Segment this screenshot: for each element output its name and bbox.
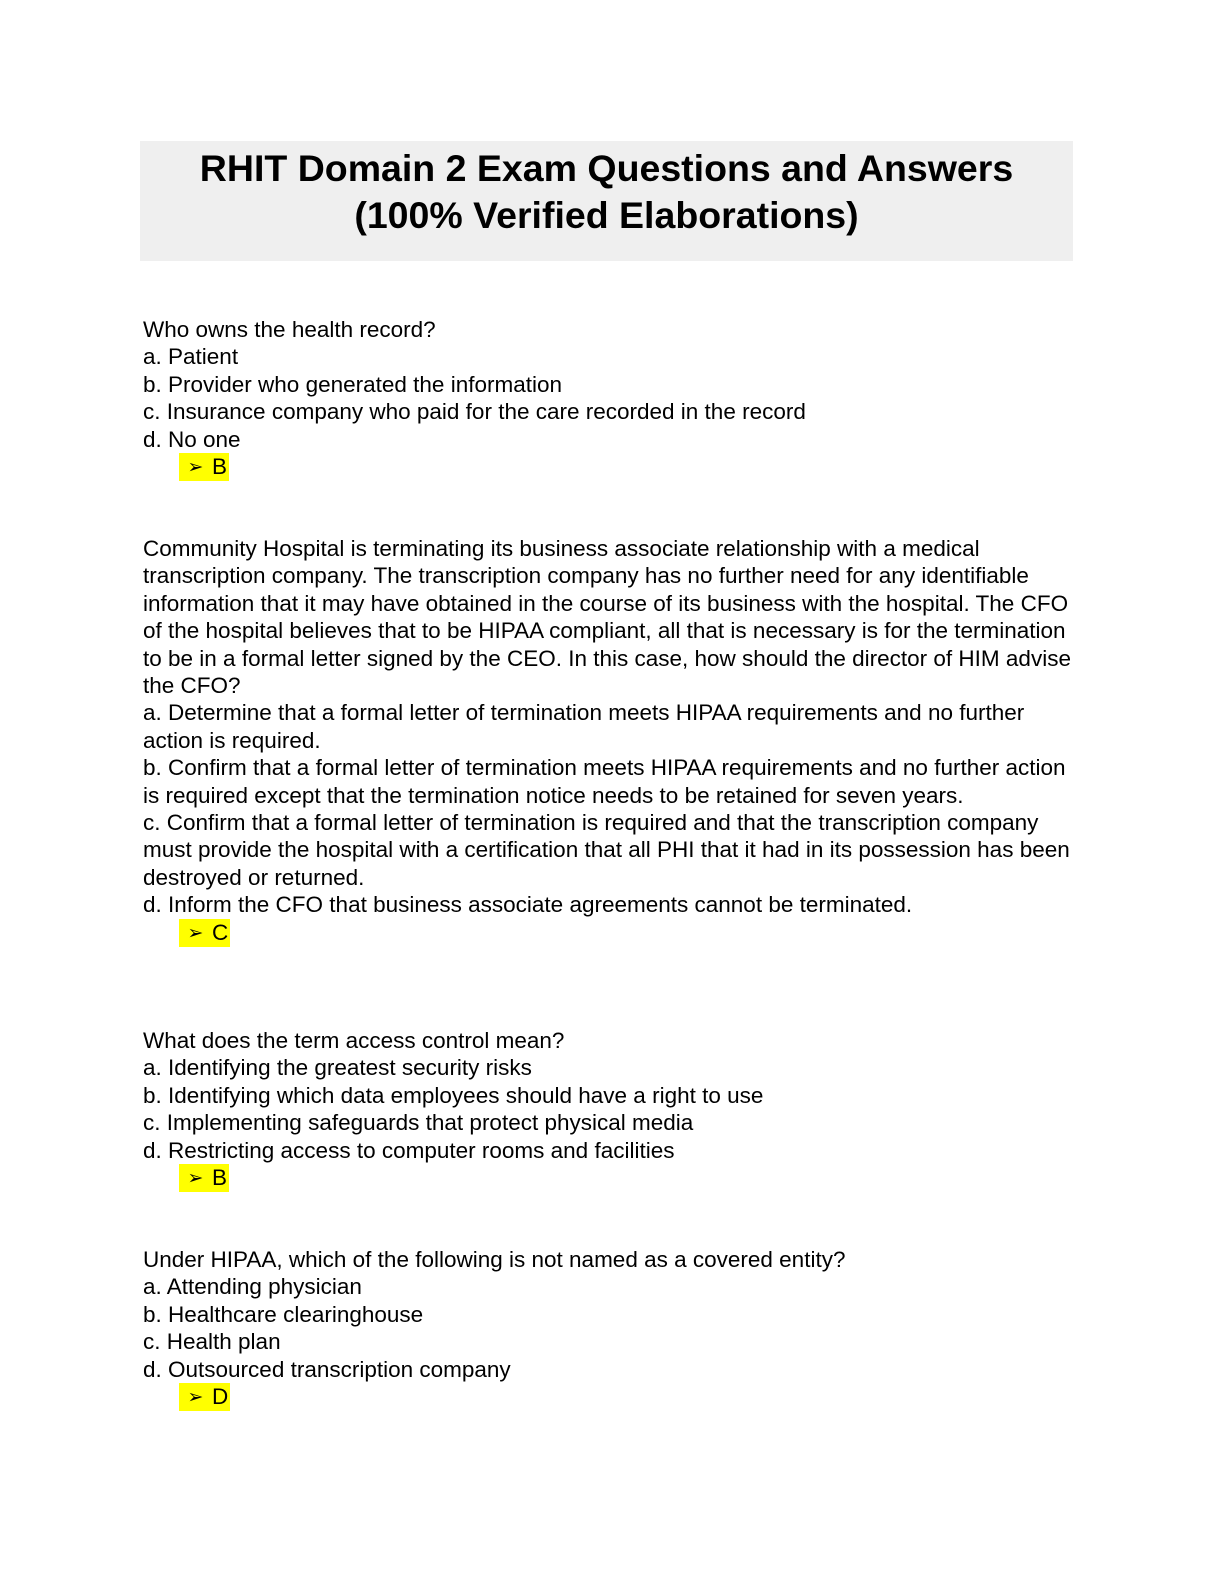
question-1 — [143, 316, 1073, 481]
answer-highlight — [179, 919, 230, 947]
arrow-bullet-icon: ➢ — [187, 457, 204, 479]
answer-highlight — [179, 1383, 230, 1411]
question-4 — [143, 1246, 1073, 1411]
option-b: b. Healthcare clearinghouse — [143, 1301, 424, 1327]
document-title — [140, 141, 1073, 261]
title-line-1: RHIT Domain 2 Exam Questions and Answers — [199, 147, 1014, 189]
title-line-2: (100% Verified Elaborations) — [354, 194, 859, 236]
option-c: c. Confirm that a formal letter of termination is required and that the transcription company must provide the hospital with a certification that all PHI that it had in its possession has been destroyed or returned. — [143, 810, 1070, 890]
question-text: What does the term access control mean? — [143, 1028, 565, 1053]
question-text: Who owns the health record? — [143, 317, 436, 342]
answer-letter: C — [212, 919, 229, 945]
option-b: b. Provider who generated the information — [143, 371, 562, 397]
option-c: c. Health plan — [143, 1329, 281, 1355]
option-b: b. Confirm that a formal letter of termination meets HIPAA requirements and no further action is required except that the termination notice needs to be retained for seven years. — [143, 755, 1066, 808]
option-a: a. Determine that a formal letter of termination meets HIPAA requirements and no further action is required. — [143, 700, 1025, 753]
option-c: c. Implementing safeguards that protect physical media — [143, 1110, 694, 1136]
option-d: d. Restricting access to computer rooms and facilities — [143, 1137, 675, 1163]
option-d: d. No one — [143, 426, 241, 452]
question-text: Under HIPAA, which of the following is not named as a covered entity? — [143, 1247, 846, 1272]
question-3 — [143, 1027, 1073, 1192]
arrow-bullet-icon: ➢ — [187, 922, 204, 944]
question-text: Community Hospital is terminating its business associate relationship with a medical transcription company. The transcription company has no further need for any identifiable information that it may have obtained in the course of its business with the hospital. The CFO of the hospital believes that to be HIPAA compliant, all that is necessary is for the termination to be in a formal letter signed by the CEO. In this case, how should the director of HIM advise the CFO? — [143, 536, 1071, 699]
option-a: a. Identifying the greatest security risks — [143, 1055, 532, 1081]
option-c: c. Insurance company who paid for the care recorded in the record — [143, 399, 806, 425]
arrow-bullet-icon: ➢ — [187, 1168, 204, 1190]
answer-highlight — [179, 453, 229, 481]
option-b: b. Identifying which data employees should have a right to use — [143, 1082, 764, 1108]
option-d: d. Outsourced transcription company — [143, 1356, 511, 1382]
answer-letter: B — [212, 454, 228, 480]
answer-letter: B — [212, 1165, 228, 1191]
option-a: a. Attending physician — [143, 1274, 362, 1300]
option-d: d. Inform the CFO that business associate agreements cannot be terminated. — [143, 892, 913, 918]
question-2 — [143, 535, 1073, 947]
arrow-bullet-icon: ➢ — [187, 1387, 204, 1409]
answer-highlight — [179, 1164, 229, 1192]
option-a: a. Patient — [143, 344, 239, 370]
answer-letter: D — [212, 1384, 229, 1410]
